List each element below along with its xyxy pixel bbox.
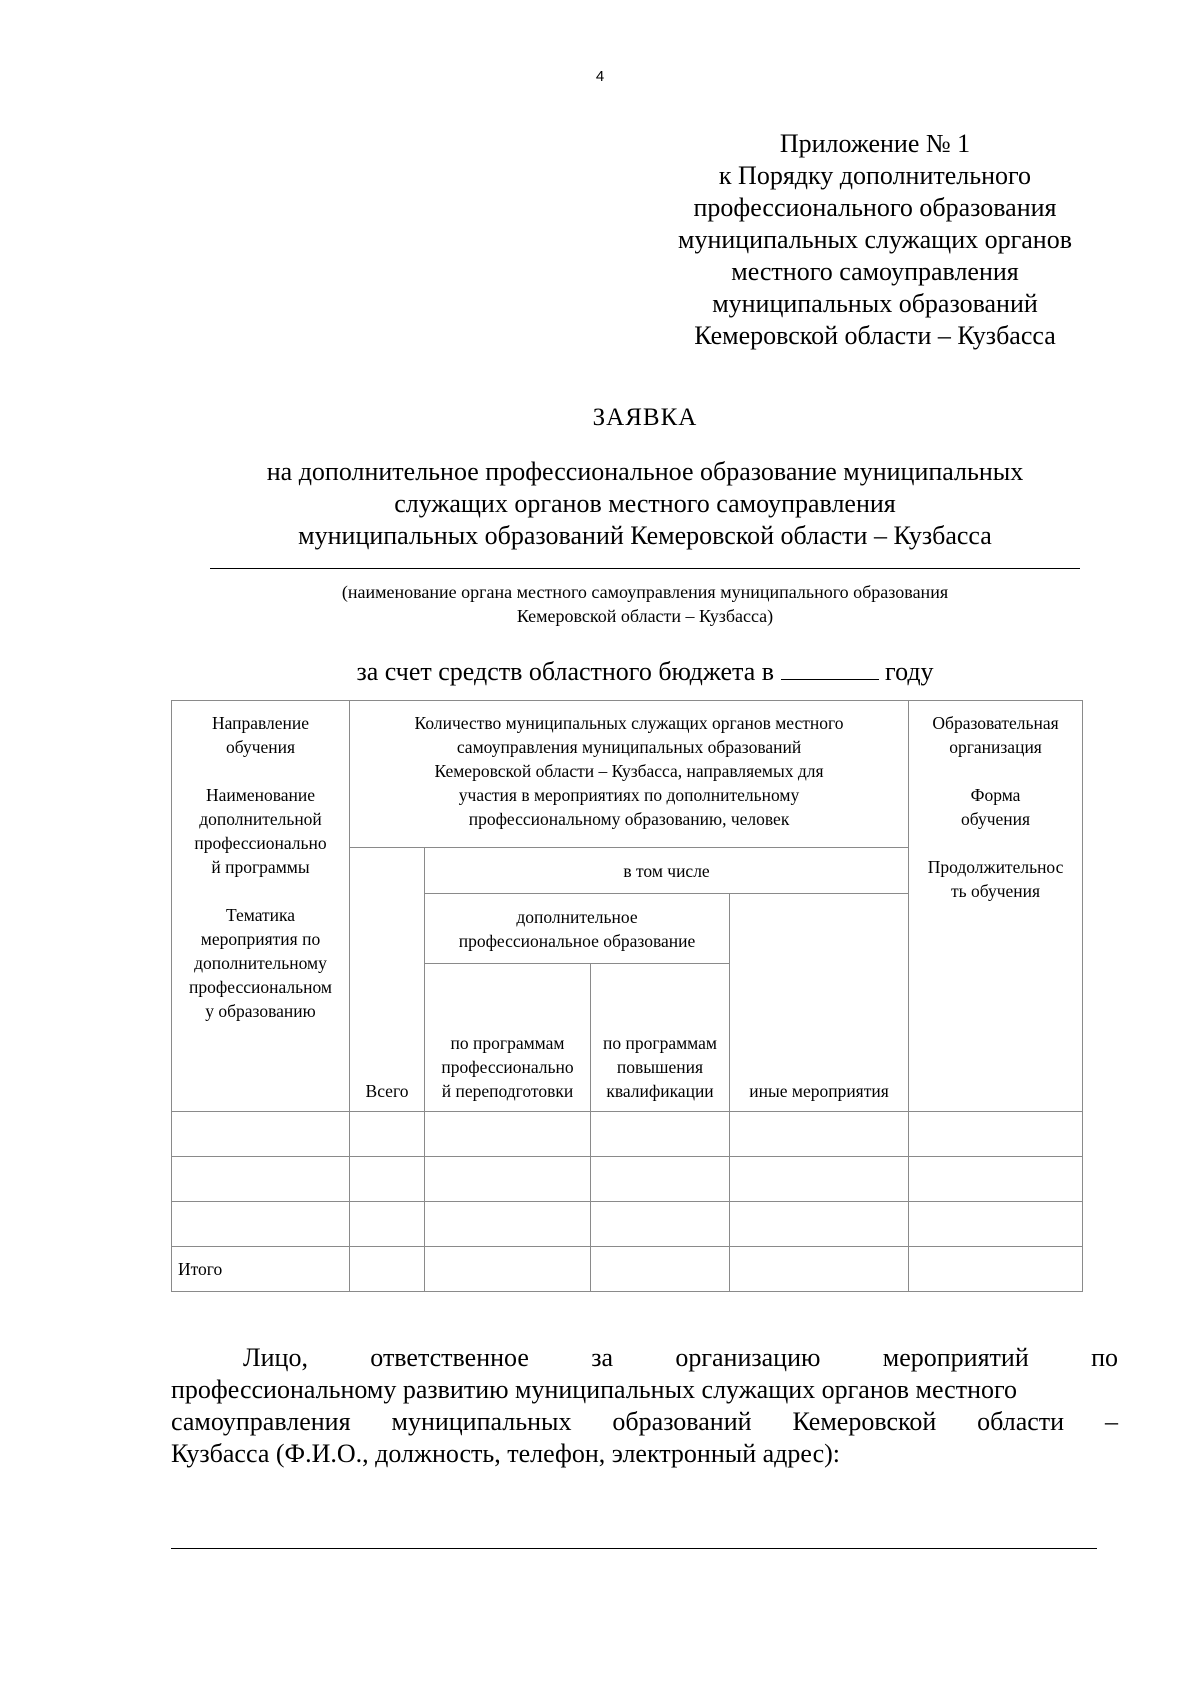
retraining-header bbox=[425, 964, 591, 1112]
appendix-line: Кемеровской области – Кузбасса bbox=[694, 321, 1056, 350]
budget-year-line bbox=[0, 655, 1200, 687]
word: области bbox=[977, 1407, 1065, 1436]
header-text: й программы bbox=[211, 857, 310, 877]
word: муниципальных bbox=[391, 1407, 572, 1436]
table-cell[interactable] bbox=[591, 1112, 730, 1157]
table-cell[interactable] bbox=[172, 1202, 350, 1247]
word: организацию bbox=[675, 1343, 821, 1372]
word: за bbox=[591, 1343, 614, 1372]
other-activities-header: иные мероприятия bbox=[730, 894, 909, 1112]
header-text: по программам bbox=[603, 1033, 717, 1053]
header-text: Кемеровской области – Кузбасса, направляемых для bbox=[434, 761, 824, 781]
total-row bbox=[172, 1247, 1083, 1292]
application-table bbox=[171, 700, 1083, 1292]
appendix-line: муниципальных служащих органов bbox=[677, 225, 1072, 254]
table-cell[interactable] bbox=[909, 1247, 1083, 1292]
subtitle-line: на дополнительное профессиональное образование муниципальных bbox=[266, 457, 1024, 486]
line-text: Кузбасса (Ф.И.О., должность, телефон, электронный адрес): bbox=[171, 1439, 841, 1468]
table-row bbox=[172, 1202, 1083, 1247]
word: Лицо, bbox=[243, 1343, 308, 1372]
word: по bbox=[1091, 1343, 1118, 1372]
table-cell[interactable] bbox=[350, 1202, 425, 1247]
header-text: Продолжительнос bbox=[927, 857, 1064, 877]
direction-program-topic-header bbox=[172, 701, 350, 1112]
header-text: повышения bbox=[616, 1057, 704, 1077]
table-cell[interactable] bbox=[909, 1157, 1083, 1202]
header-text: профессиональное образование bbox=[458, 930, 696, 951]
paragraph-line bbox=[171, 1406, 1118, 1438]
table-cell[interactable] bbox=[350, 1247, 425, 1292]
header-text: дополнительной bbox=[199, 809, 322, 829]
dpo-header bbox=[425, 894, 730, 964]
table-cell[interactable] bbox=[591, 1157, 730, 1202]
year-blank-field[interactable] bbox=[781, 655, 879, 680]
table-cell[interactable] bbox=[730, 1157, 909, 1202]
header-text: профессиональном bbox=[189, 977, 332, 997]
budget-year-suffix: году bbox=[885, 657, 934, 686]
line-text: профессиональному развитию муниципальных служащих органов местного bbox=[171, 1375, 1018, 1404]
caption-line: Кемеровской области – Кузбасса) bbox=[516, 606, 774, 626]
appendix-line: муниципальных образований bbox=[712, 289, 1038, 318]
org-form-duration-header bbox=[909, 701, 1083, 1112]
word: самоуправления bbox=[171, 1407, 351, 1436]
header-text: Количество муниципальных служащих органов местного bbox=[414, 713, 844, 733]
word: образований bbox=[612, 1407, 752, 1436]
table-cell[interactable] bbox=[425, 1247, 591, 1292]
page-number: 4 bbox=[595, 68, 605, 85]
header-text: организация bbox=[949, 737, 1042, 757]
table-cell[interactable] bbox=[425, 1157, 591, 1202]
qualification-header bbox=[591, 964, 730, 1112]
header-text: мероприятия по bbox=[200, 929, 321, 949]
word: Кемеровской bbox=[792, 1407, 937, 1436]
responsible-person-paragraph bbox=[171, 1342, 1118, 1470]
header-text: профессионально bbox=[194, 833, 327, 853]
org-name-caption bbox=[200, 580, 1090, 628]
header-text: обучения bbox=[961, 809, 1031, 829]
header-text: участия в мероприятиях по дополнительному bbox=[458, 785, 800, 805]
subtitle-line: служащих органов местного самоуправления bbox=[394, 489, 896, 518]
header-text: у образованию bbox=[205, 1001, 316, 1021]
appendix-line: профессионального образования bbox=[693, 193, 1057, 222]
header-text: по программам bbox=[450, 1033, 565, 1053]
table-cell[interactable] bbox=[350, 1157, 425, 1202]
header-text: ть обучения bbox=[951, 881, 1041, 901]
header-text: Наименование bbox=[205, 785, 316, 805]
header-text: дополнительному bbox=[194, 953, 327, 973]
header-text: профессионально bbox=[441, 1057, 574, 1077]
table-cell[interactable] bbox=[172, 1112, 350, 1157]
word: – bbox=[1105, 1407, 1118, 1436]
table-cell[interactable] bbox=[730, 1202, 909, 1247]
document-subtitle bbox=[180, 456, 1110, 552]
table-cell[interactable] bbox=[909, 1202, 1083, 1247]
table-cell[interactable] bbox=[591, 1247, 730, 1292]
appendix-line: к Порядку дополнительного bbox=[718, 161, 1032, 190]
responsible-person-blank-line[interactable] bbox=[171, 1548, 1097, 1549]
header-text: Форма bbox=[970, 785, 1021, 805]
document-title: ЗАЯВКА bbox=[592, 404, 698, 431]
table-cell[interactable] bbox=[730, 1247, 909, 1292]
table-cell[interactable] bbox=[730, 1112, 909, 1157]
paragraph-line bbox=[171, 1438, 1118, 1470]
total-row-label: Итого bbox=[172, 1247, 350, 1292]
header-text: самоуправления муниципальных образований bbox=[456, 737, 802, 757]
count-header bbox=[350, 701, 909, 848]
subtitle-line: муниципальных образований Кемеровской области – Кузбасса bbox=[298, 521, 992, 550]
table-cell[interactable] bbox=[172, 1157, 350, 1202]
appendix-line: Приложение № 1 bbox=[779, 129, 971, 158]
org-name-blank-line[interactable] bbox=[210, 568, 1080, 569]
header-text: обучения bbox=[225, 737, 296, 757]
paragraph-line bbox=[171, 1374, 1118, 1406]
table-cell[interactable] bbox=[909, 1112, 1083, 1157]
budget-text: за счет средств областного бюджета в bbox=[356, 657, 775, 686]
table-row bbox=[172, 1157, 1083, 1202]
appendix-line: местного самоуправления bbox=[731, 257, 1019, 286]
header-text: дополнительное bbox=[516, 906, 638, 927]
header-text: Тематика bbox=[225, 905, 296, 925]
total-column-header: Всего bbox=[350, 848, 425, 1112]
table-cell[interactable] bbox=[425, 1112, 591, 1157]
paragraph-line bbox=[171, 1342, 1118, 1374]
including-header: в том числе bbox=[425, 848, 909, 894]
caption-line: (наименование органа местного самоуправления муниципального образования bbox=[341, 582, 949, 602]
header-text: квалификации bbox=[606, 1081, 714, 1101]
table-cell[interactable] bbox=[425, 1202, 591, 1247]
table-cell[interactable] bbox=[350, 1112, 425, 1157]
word: ответственное bbox=[370, 1343, 529, 1372]
table-row bbox=[172, 1112, 1083, 1157]
header-text: й переподготовки bbox=[441, 1081, 574, 1101]
word: мероприятий bbox=[882, 1343, 1029, 1372]
table-cell[interactable] bbox=[591, 1202, 730, 1247]
header-text: Направление bbox=[211, 713, 310, 733]
appendix-header bbox=[640, 128, 1110, 352]
header-text: Образовательная bbox=[932, 713, 1059, 733]
header-text: профессиональному образованию, человек bbox=[468, 809, 790, 829]
